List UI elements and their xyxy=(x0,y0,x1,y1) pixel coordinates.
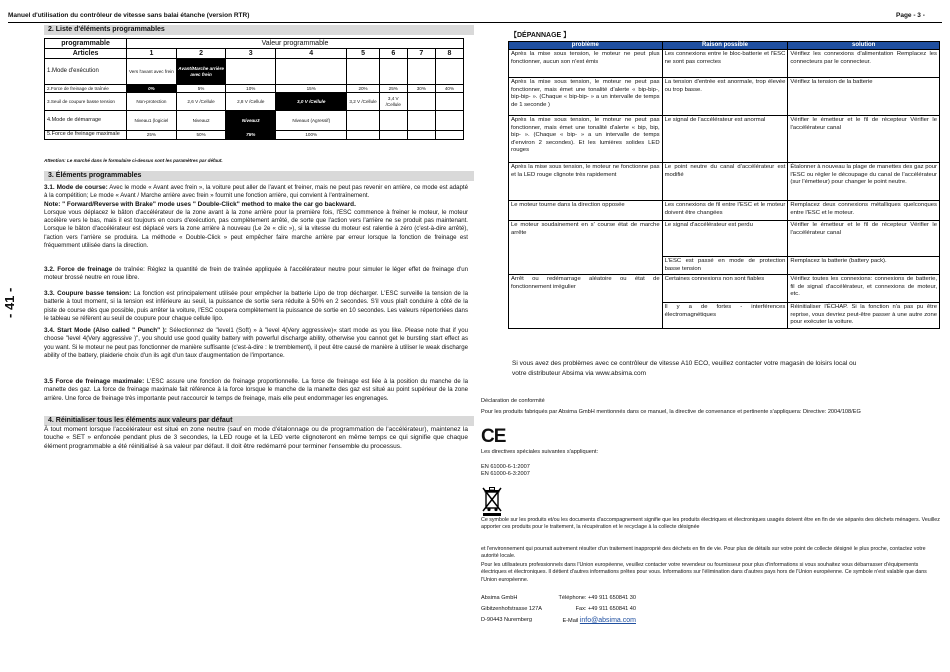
cell: 10% xyxy=(226,85,276,93)
cell xyxy=(435,131,463,140)
table-row xyxy=(509,50,940,78)
programmable-table xyxy=(44,38,464,140)
solution-cell: Remplacez la batterie (battery pack). xyxy=(788,257,940,275)
cell: 25% xyxy=(379,85,407,93)
weee-bin-icon xyxy=(481,486,503,516)
reason-cell: Le point neutre du canal d'accélérateur est modifié xyxy=(662,163,788,201)
cell xyxy=(407,93,435,111)
p31-note: Note: " Forward/Reverse with Brake" mode uses " Double-Click" method to make the car go backward. xyxy=(44,200,356,208)
company-name: Absima GmbH xyxy=(481,595,518,601)
manual-title: Manuel d'utilisation du contrôleur de vitesse sans balai étanche (version RTR) xyxy=(8,12,250,19)
col-head-reason: Raison possible xyxy=(662,42,788,50)
reason-cell: Certaines connexions non sont fiables xyxy=(662,275,788,303)
cell: 5% xyxy=(176,85,226,93)
cell: 2,8 V /Cellule xyxy=(226,93,276,111)
solution-cell: Vérifier le émetteur et le fil de récepteur Vérifier le l'accélérateur canal xyxy=(788,221,940,257)
company-contact xyxy=(556,593,636,627)
cell: Niveau2 xyxy=(176,111,226,131)
p34-text: Sélectionnez de "level1 (Soft) » à "level 4(Very aggressive)« start mode as you like. Please note that if you choose "level 4(Very aggressive )", you should use good quality battery with powerful discharge ability, otherwise you cannot get le bursting start effect as you want. Si le moteur ne peut pas fonctionner de manière suffisante (c'est-à-dire : le tremblement), il peut être causé de manière à utiliser le weak discharge ability of the battery, plaiderie choix d'un ils agit d'un taux d'augmentation de l'importance. xyxy=(44,327,468,359)
support-line-1: Si vous avez des problèmes avec ce contrôleur de vitesse A10 ECO, veuillez contacter votre magasin de loisirs local ou xyxy=(512,360,857,367)
p32-text: de traînée: Réglez la quantité de frein de traînée appliquée à l'accélérateur neutre pour simuler le léger effet de freinage d'un moteur brossé neutre en roue libre. xyxy=(44,266,468,282)
side-page-number: - 41 - xyxy=(2,287,17,318)
reason-cell: L'ESC est passé en mode de protection basse tension xyxy=(662,257,788,275)
col-head: 5 xyxy=(347,49,379,59)
table-row xyxy=(509,116,940,163)
solution-cell: Vérifier le émetteur et le fil de récepteur Vérifier le l'accélérateur canal xyxy=(788,116,940,163)
weee-text-3: Pour les utilisateurs professionnels dans l'Union européenne, veuillez contacter votre revendeur ou fournisseur pour plus d'informations si vous souhaitez vous débarrasser d'équipements électriques et électroniques. Il détient d'autres informations prêtes pour vous. Informations sur l'élimination dans d'autres pays hors de l'Union européenne. Ce symbole n'est valable que dans l'Union européenne. xyxy=(481,562,927,583)
problem-cell: Le moteur tourne dans la direction opposée xyxy=(509,201,663,221)
p33-text: La fonction est principalement utilisée pour empêcher la batterie Lipo de trop décharger. L'ESC surveille la tension de la batterie à tout moment, si la tension est inférieure au seuil, la puissance de sortie sera réduite à 50% en 2 secondes. S'il vous plaît conduire à côté de la piste de course dès que possible, puis arrêter la voiture, l'ESC coupera complètement la puissance de sortie en 10 secondes. Les valeurs répertoriées dans le tableau se réfèrent au seuil de coupure pour chaque cellule lipo. xyxy=(44,290,468,322)
page-label: Page - 3 - xyxy=(896,12,925,19)
ce-mark-icon: CE xyxy=(481,426,506,447)
p31-body: Lorsque vous déplacez le bâton d'accélérateur de la zone avant à la zone arrière pour la première fois, l'ESC commence à freiner le moteur, le moteur accélère vers le bas, mais il est toujours en cours d'exécution, pas complètement arrêté, de sorte que l'action vers l'arrière ne se produit pas maintenant. Lorsque le bâton d'accélérateur est déplacé vers la zone arrière à nouveau (Le 2e « clic »), si la vitesse du moteur est ralentie à zéro (c'est-à-dire arrêté), l'action vers l'arrière se produira. La méthode « Double-Click » peut empêcher faire marche arrière par erreur lorsque la fonction de freinage est fréquemment utilisée dans la direction. xyxy=(44,208,468,250)
section-4-body: À tout moment lorsque l'accélérateur est situé en zone neutre (sauf en mode d'étalonnage ou de programmation de l'accélérateur), maintenez la touche « SET » enfoncée pendant plus de 3 secondes, la LED rouge et la LED verte clignoteront en même temps ce qui signifie que chaque élément programmable a été réinitialisé à sa valeur par défaut. Il doit être redémarré pour terminer l'ensemble du processus. xyxy=(44,426,468,450)
cell xyxy=(435,111,463,131)
solution-cell: Vérifiez toutes les connexions: connexions de batterie, fil de signal d'accélérateur, et connexions de moteur, etc. xyxy=(788,275,940,303)
table-row xyxy=(509,163,940,201)
table-row xyxy=(509,221,940,257)
section-2-title: 2. Liste d'éléments programmables xyxy=(44,25,474,35)
col-head: 6 xyxy=(379,49,407,59)
col-head-problem: problème xyxy=(509,42,663,50)
cell: Niveau4 (Agressif) xyxy=(276,111,347,131)
col-head: 4 xyxy=(276,49,347,59)
email-link[interactable]: info@absima.com xyxy=(579,617,636,624)
cell: 15% xyxy=(276,85,347,93)
cell xyxy=(379,59,407,85)
paragraph-3-4 xyxy=(44,327,468,360)
p32-heading: 3.2. Force de freinage xyxy=(44,266,113,273)
header-divider xyxy=(8,22,942,23)
fax-number: Fax: +49 911 650841 40 xyxy=(575,606,636,612)
norm-item: EN 61000-6-3:2007 xyxy=(481,471,530,478)
paragraph-3-2 xyxy=(44,266,468,283)
cell-default: 3,0 V /Cellule xyxy=(276,93,347,111)
cell xyxy=(347,59,379,85)
cell-default: 0% xyxy=(127,85,177,93)
weee-text-2: et l'environnement qui pourrait autrement résulter d'un traitement inapproprié des déchets en fin de vie. Pour plus de détails sur votre point de collecte désigné le plus proche, contactez votre autorité locale. xyxy=(481,546,926,560)
table-head-articles: Articles xyxy=(45,49,127,59)
row-label: 2.Force de freinage de traînée xyxy=(45,85,127,93)
directives-label: Les directives spéciales suivantes s'appliquent: xyxy=(481,449,599,455)
support-line-2: votre distributeur Absima via www.absima.com xyxy=(512,370,647,377)
cell: 3,4 V /Cellule xyxy=(379,93,407,111)
table-head-programmable: programmable xyxy=(45,39,127,49)
problem-cell: Après la mise sous tension, le moteur ne peut plus fonctionner, aucun son n'est émis xyxy=(509,50,663,78)
cell: Non-protection xyxy=(127,93,177,111)
table-row xyxy=(45,59,464,85)
email-label: E-Mail xyxy=(562,618,579,624)
cell: Vers l'avant avec frein xyxy=(127,59,177,85)
table-row xyxy=(509,78,940,116)
cell xyxy=(347,111,379,131)
cell xyxy=(407,131,435,140)
cell: 100% xyxy=(276,131,347,140)
reason-cell: Les connexions entre le bloc-batterie et l'ESC ne sont pas correctes xyxy=(662,50,788,78)
problem-cell: Arrêt ou redémarrage aléatoire ou état de fonctionnement irrégulier xyxy=(509,275,663,329)
table-row xyxy=(509,201,940,221)
norm-item: EN 61000-6-1:2007 xyxy=(481,464,530,470)
problem-cell: Après la mise sous tension, le moteur ne fonctionne pas et la LED rouge clignote très rapidement xyxy=(509,163,663,201)
cell-default: Niveau3 xyxy=(226,111,276,131)
row-label: 4.Mode de démarrage xyxy=(45,111,127,131)
paragraph-3-1 xyxy=(44,184,468,250)
problem-cell: Après la mise sous tension, le moteur ne peut pas fonctionner, mais émet une tonalité d'alerte « bip-bip-, bip-bip- ». (Chaque « bip-bip- » a un intervalle de temps de 1 seconde ) xyxy=(509,78,663,116)
reason-cell: Il y a de fortes - interférences électromagnétiques xyxy=(662,303,788,329)
col-head-solution: solution xyxy=(788,42,940,50)
cell: 2,6 V /Cellule xyxy=(176,93,226,111)
solution-cell: Vérifiez les connexions d'alimentation Remplacez les connecteurs par le connecteur. xyxy=(788,50,940,78)
table-head-values: Valeur programmable xyxy=(127,39,464,49)
reason-cell: Le signal de l'accélérateur est anormal xyxy=(662,116,788,163)
paragraph-3-3 xyxy=(44,290,468,323)
cell xyxy=(276,59,347,85)
cell xyxy=(347,131,379,140)
table-row xyxy=(45,85,464,93)
cell xyxy=(435,59,463,85)
solution-cell: Réinitialiser l'ÉCHAP. Si la fonction n'a pas pu être reprise, vous devriez peut-être passer à une autre zone pour exécuter la voiture. xyxy=(788,303,940,329)
cell xyxy=(407,111,435,131)
cell xyxy=(226,59,276,85)
support-note xyxy=(512,359,942,379)
col-head: 7 xyxy=(407,49,435,59)
cell-default: Avant/Marche arrière avec frein xyxy=(176,59,226,85)
p35-heading: 3.5 Force de freinage maximale: xyxy=(44,378,145,385)
conformity-body: Pour les produits fabriqués par Absima GmbH mentionnés dans ce manuel, la directive de convenance et pertinente s'appliquera: Directive: 2004/108/EG xyxy=(481,409,861,416)
company-city: D-90443 Nuremberg xyxy=(481,617,532,623)
problem-cell: Après la mise sous tension, le moteur ne peut pas fonctionner, mais émet une tonalité d'alerte « bip, bip, bip- ». (Chaque « bip- » a un intervalle de temps d'environ 2 secondes). Et les lumières solides LED rouges xyxy=(509,116,663,163)
cell: 3,2 V /Cellule xyxy=(347,93,379,111)
conformity-block xyxy=(481,398,941,417)
row-label: 1.Mode d'exécution xyxy=(45,59,127,85)
reason-cell: La tension d'entrée est anormale, trop élevée ou trop basse. xyxy=(662,78,788,116)
p35-text: L'ESC assure une fonction de freinage proportionnelle. La force de freinage est liée à la position du manche de la manette des gaz. La force de freinage maximale fait référence à la force lorsque le manche de la manette des gaz est situé au point supérieur de la zone arrière. Une force de freinage très importante peut raccourcir le temps de freinage, mais elle peut endommager les engrenages. xyxy=(44,378,469,402)
table-row xyxy=(45,131,464,140)
cell: 50% xyxy=(176,131,226,140)
section-3-title: 3. Éléments programmables xyxy=(44,171,474,181)
col-head: 2 xyxy=(176,49,226,59)
col-head: 1 xyxy=(127,49,177,59)
depannage-title: 【DÉPANNAGE 】 xyxy=(510,32,571,39)
col-head: 3 xyxy=(226,49,276,59)
company-address xyxy=(481,593,542,626)
cell xyxy=(379,131,407,140)
problem-cell: Le moteur soudainement en s' course état de marche arrête xyxy=(509,221,663,275)
section-4-title: 4. Réinitialiser tous les éléments aux valeurs par défaut xyxy=(44,416,474,426)
table-row xyxy=(509,275,940,303)
p31-heading: 3.1. Mode de course: xyxy=(44,184,108,191)
p33-heading: 3.3. Coupure basse tension: xyxy=(44,290,132,297)
cell xyxy=(379,111,407,131)
cell-default: 75% xyxy=(226,131,276,140)
cell xyxy=(435,93,463,111)
table-row xyxy=(45,93,464,111)
paragraph-3-5 xyxy=(44,378,468,403)
phone-number: Téléphone: +49 911 650841 30 xyxy=(558,595,636,601)
cell: 25% xyxy=(127,131,177,140)
solution-cell: Remplacez deux connexions métalliques quelconques entre l'ESC et le moteur. xyxy=(788,201,940,221)
cell: 30% xyxy=(407,85,435,93)
row-label: 5.Force de freinage maximale xyxy=(45,131,127,140)
col-head: 8 xyxy=(435,49,463,59)
cell: Niveau1 (logiciel xyxy=(127,111,177,131)
conformity-title: Déclaration de conformité xyxy=(481,398,545,404)
troubleshooting-table xyxy=(508,41,940,329)
cell: 40% xyxy=(435,85,463,93)
p34-heading: 3.4. Start Mode (Also called " Punch" ): xyxy=(44,327,167,334)
weee-text-1: Ce symbole sur les produits et/ou les documents d'accompagnement signifie que les produits électriques et électroniques usagés doivent être en fin de vie séparés des déchets ménagers. Veuillez apporter ces produits pour le traitement, la récupération et le recyclage à la collecte désignée xyxy=(481,517,940,531)
cell: 20% xyxy=(347,85,379,93)
table-row xyxy=(45,111,464,131)
p31-text: Avec le mode « Avant avec frein », la voiture peut aller de l'avant et freiner, mais ne peut pas revenir en arrière, ce mode est adapté à la compétition; Le mode « Avant / Marche arrière avec frein » fournit une fonction arrière, qui convient à l'entraînement. xyxy=(44,184,468,200)
cell xyxy=(407,59,435,85)
row-label: 3.Seuil de coupure basse tension xyxy=(45,93,127,111)
reason-cell: Les connexions de fil entre l'ESC et le moteur doivent être changées xyxy=(662,201,788,221)
reason-cell: Le signal d'accélérateur est perdu xyxy=(662,221,788,257)
company-street: Gibitzenhofstrasse 127A xyxy=(481,606,542,612)
default-note: Attention: Le marché dans le formulaire ci-dessus sont les paramètres par défaut. xyxy=(44,158,223,163)
norms-list xyxy=(481,464,530,479)
solution-cell: Vérifiez la tension de la batterie xyxy=(788,78,940,116)
solution-cell: Étalonner à nouveau la plage de manettes des gaz pour l'ESC ou régler le découpage du canal de l'accélérateur (sur l'émetteur) pour changer le point neutre. xyxy=(788,163,940,201)
